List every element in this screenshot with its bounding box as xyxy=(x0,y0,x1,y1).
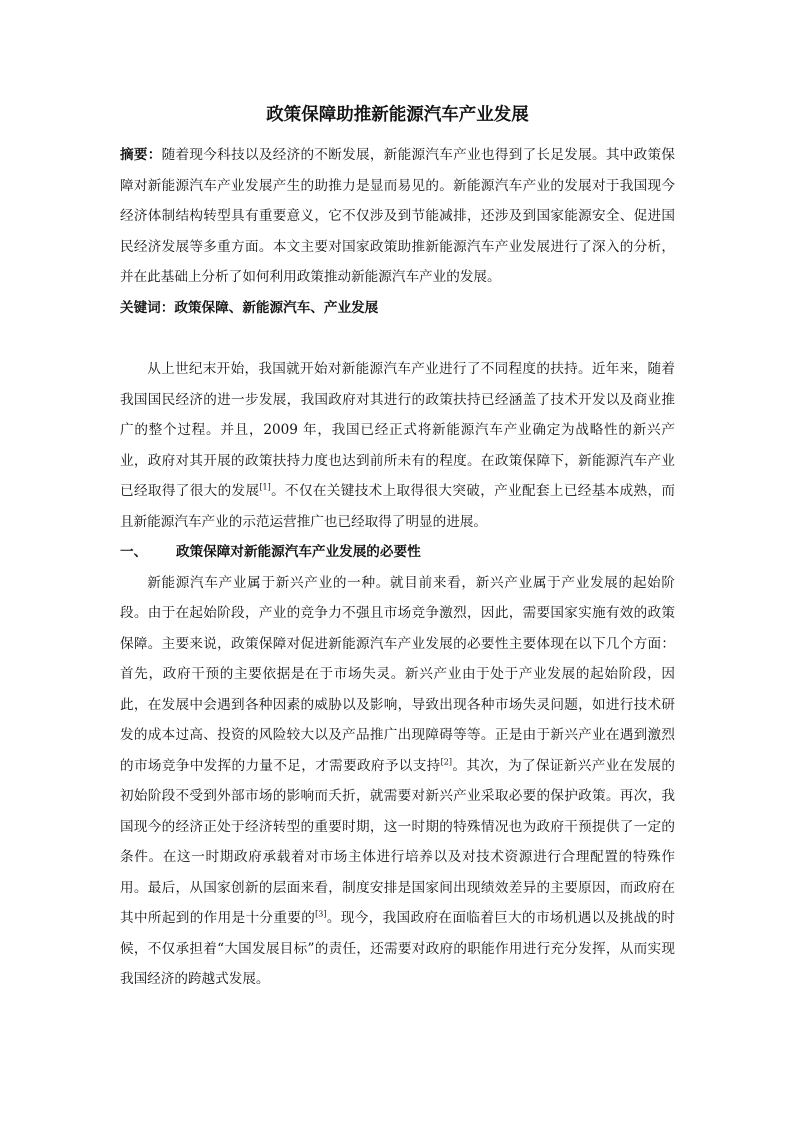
keywords: 关键词：政策保障、新能源汽车、产业发展 xyxy=(120,299,379,316)
document-body xyxy=(120,100,675,995)
section-paragraph xyxy=(120,568,675,995)
abstract-label: 摘要： xyxy=(120,147,162,163)
reference-marker: [1] xyxy=(259,482,271,492)
section-title: 政策保障对新能源汽车产业发展的必要性 xyxy=(176,544,421,560)
reference-marker: [2] xyxy=(440,756,452,766)
section-text-3: 。现今，我国政府在面临着巨大的市场机遇以及挑战的时候，不仅承担着“大国发展目标”的责任，还需要对政府的职能作用进行充分发挥，从而实现我国经济的跨越式发展。 xyxy=(120,910,676,987)
blank-line xyxy=(120,323,675,354)
intro-text-2: 。不仅在关键技术上取得很大突破，产业配套上已经基本成熟，而且新能源汽车产业的示范运营推广也已经取得了明显的进展。 xyxy=(120,483,676,530)
intro-text-1: 从上世纪末开始，我国就开始对新能源汽车产业进行了不同程度的扶持。近年来，随着我国国民经济的进一步发展，我国政府对其进行的政策扶持已经涵盖了技术开发以及商业推广的整个过程。并且，2009 年，我国已经正式将新能源汽车产业确定为战略性的新兴产业，政府对其开展的政策扶持力度也达到前所未有的程度。在政策保障下，新能源汽车产业已经取得了很大的发展 xyxy=(120,361,675,499)
intro-paragraph xyxy=(120,354,675,537)
section-text-2: 。其次，为了保证新兴产业在发展的初始阶段不受到外部市场的影响而夭折，就需要对新兴产业采取必要的保护政策。再次，我国现今的经济正处于经济转型的重要时期，这一时期的特殊情况也为政府干预提供了一定的条件。在这一时期政府承载着对市场主体进行培养以及对技术资源进行合理配置的特殊作用。最后，从国家创新的层面来看，制度安排是国家间出现绩效差异的主要原因，而政府在其中所起到的作用是十分重要的 xyxy=(120,757,676,926)
abstract-text: 随着现今科技以及经济的不断发展，新能源汽车产业也得到了长足发展。其中政策保障对新能源汽车产业发展产生的助推力是显而易见的。新能源汽车产业的发展对于我国现今经济体制结构转型具有重要意义，它不仅涉及到节能减排，还涉及到国家能源安全、促进国民经济发展等多重方面。本文主要对国家政策助推新能源汽车产业发展进行了深入的分析，并在此基础上分析了如何利用政策推动新能源汽车产业的发展。 xyxy=(120,147,676,285)
abstract xyxy=(120,140,675,293)
reference-marker: [3] xyxy=(315,909,327,919)
section-text-1: 新能源汽车产业属于新兴产业的一种。就目前来看，新兴产业属于产业发展的起始阶段。由于在起始阶段，产业的竞争力不强且市场竞争激烈，因此，需要国家实施有效的政策保障。主要来说，政策保障对促进新能源汽车产业发展的必要性主要体现在以下几个方面：首先，政府干预的主要依据是在于市场失灵。新兴产业由于处于产业发展的起始阶段，因此，在发展中会遇到各种因素的威胁以及影响，导致出现各种市场失灵问题，如进行技术研发的成本过高、投资的风险较大以及产品推广出现障碍等等。正是由于新兴产业在遇到激烈的市场竞争中发挥的力量不足，才需要政府予以支持 xyxy=(120,574,675,774)
section-heading xyxy=(120,537,675,568)
section-number: 一、 xyxy=(120,544,148,560)
document-title: 政策保障助推新能源汽车产业发展 xyxy=(266,105,529,125)
